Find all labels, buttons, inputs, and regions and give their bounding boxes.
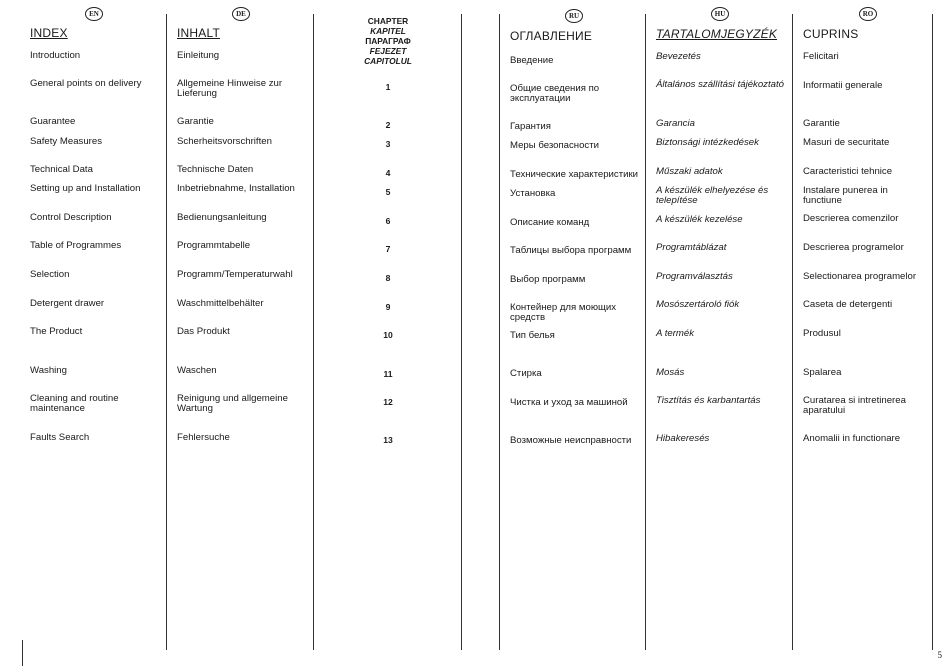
- index-item-en: The Product: [30, 326, 83, 337]
- column-divider: [461, 14, 462, 650]
- column-title-ru: ОГЛАВЛЕНИЕ: [510, 29, 593, 43]
- index-item-ro: Caracteristici tehnice: [803, 166, 893, 177]
- language-badge-de: DE: [232, 7, 250, 21]
- index-item-en: Detergent drawer: [30, 298, 105, 309]
- chapter-number: 8: [385, 273, 391, 283]
- index-item-de: Programm/Temperaturwahl: [177, 269, 293, 280]
- index-item-de: Reinigung und allgemeine Wartung: [177, 393, 288, 414]
- index-item-ru: Таблицы выбора программ: [510, 245, 632, 256]
- index-item-en: Guarantee: [30, 116, 76, 127]
- index-item-ro: Produsul: [803, 328, 841, 339]
- chapter-number: 4: [385, 168, 391, 178]
- chapter-label: CHAPTER: [367, 16, 409, 26]
- index-item-en: Table of Programmes: [30, 240, 122, 251]
- column-divider: [932, 14, 933, 650]
- index-item-hu: Műszaki adatok: [656, 166, 723, 177]
- chapter-number: 3: [385, 139, 391, 149]
- index-item-ro: Garantie: [803, 118, 840, 129]
- index-item-en: Washing: [30, 365, 67, 376]
- column-divider: [792, 14, 793, 650]
- column-title-ro: CUPRINS: [803, 27, 859, 41]
- chapter-label: CAPITOLUL: [364, 56, 412, 66]
- index-item-hu: Bevezetés: [656, 51, 701, 62]
- index-item-ru: Контейнер для моющих средств: [510, 302, 617, 323]
- index-item-hu: Általános szállítási tájékoztató: [656, 79, 784, 90]
- column-divider: [22, 640, 23, 666]
- index-item-de: Das Produkt: [177, 326, 230, 337]
- index-item-hu: Programválasztás: [656, 271, 733, 282]
- index-item-hu: Mosószertároló fiók: [656, 299, 740, 310]
- index-item-en: Selection: [30, 269, 70, 280]
- chapter-number: 7: [385, 244, 391, 254]
- column-title-hu: TARTALOMJEGYZÉK: [656, 27, 778, 41]
- language-badge-ro: RO: [859, 7, 877, 21]
- index-item-hu: Hibakeresés: [656, 433, 710, 444]
- chapter-label: FEJEZET: [369, 46, 407, 56]
- index-item-ro: Anomalii in functionare: [803, 433, 901, 444]
- index-item-ro: Informatii generale: [803, 80, 883, 91]
- index-item-de: Waschen: [177, 365, 217, 376]
- index-item-de: Bedienungsanleitung: [177, 212, 267, 223]
- column-divider: [499, 14, 500, 650]
- index-item-ru: Меры безопасности: [510, 140, 599, 151]
- column-divider: [166, 14, 167, 650]
- language-badge-ru: RU: [565, 9, 583, 23]
- index-item-ru: Гарантия: [510, 121, 551, 132]
- index-item-de: Allgemeine Hinweise zur Lieferung: [177, 78, 283, 99]
- chapter-number: 12: [383, 397, 393, 407]
- index-item-ro: Descrierea comenzilor: [803, 213, 899, 224]
- chapter-number: 13: [383, 435, 393, 445]
- language-badge-hu: HU: [711, 7, 729, 21]
- index-item-ru: Общие сведения по эксплуатации: [510, 83, 600, 104]
- index-item-de: Programmtabelle: [177, 240, 251, 251]
- index-item-de: Inbetriebnahme, Installation: [177, 183, 295, 194]
- chapter-number: 11: [383, 369, 393, 379]
- column-title-de: INHALT: [177, 26, 220, 40]
- index-item-hu: Tisztítás és karbantartás: [656, 395, 761, 406]
- index-item-ru: Выбор программ: [510, 274, 586, 285]
- chapter-heading: [318, 16, 458, 66]
- index-item-ru: Тип белья: [510, 330, 555, 341]
- index-item-ro: Spalarea: [803, 367, 842, 378]
- chapter-label: KAPITEL: [370, 26, 406, 36]
- chapter-number: 1: [385, 82, 391, 92]
- index-item-hu: Biztonsági intézkedések: [656, 137, 759, 148]
- index-item-hu: A készülék elhelyezése és telepítése: [656, 185, 769, 206]
- index-item-hu: A készülék kezelése: [656, 214, 743, 225]
- index-item-ru: Чистка и уход за машиной: [510, 397, 628, 408]
- index-item-ro: Felicitari: [803, 51, 839, 62]
- index-item-ru: Введение: [510, 55, 554, 66]
- column-divider: [313, 14, 314, 650]
- index-item-de: Garantie: [177, 116, 214, 127]
- language-badge-en: EN: [85, 7, 103, 21]
- index-item-ru: Технические характеристики: [510, 169, 639, 180]
- index-item-de: Scherheitsvorschriften: [177, 136, 272, 147]
- index-item-ru: Стирка: [510, 368, 542, 379]
- index-item-ru: Установка: [510, 188, 556, 199]
- chapter-number: 10: [383, 330, 393, 340]
- index-item-de: Fehlersuche: [177, 432, 230, 443]
- chapter-label: ПАРАГРАФ: [365, 36, 411, 46]
- index-item-ru: Возможные неисправности: [510, 435, 632, 446]
- index-item-hu: Mosás: [656, 367, 685, 378]
- index-item-de: Einleitung: [177, 50, 220, 61]
- chapter-number: 9: [385, 302, 391, 312]
- index-item-hu: Programtáblázat: [656, 242, 727, 253]
- index-item-ro: Curatarea si intretinerea aparatului: [803, 395, 906, 416]
- index-item-ro: Descrierea programelor: [803, 242, 904, 253]
- index-item-en: Cleaning and routine maintenance: [30, 393, 119, 414]
- index-item-de: Technische Daten: [177, 164, 254, 175]
- chapter-number: 5: [385, 187, 391, 197]
- index-item-hu: A termék: [656, 328, 695, 339]
- page-number: 5: [937, 650, 942, 660]
- index-item-ro: Selectionarea programelor: [803, 271, 917, 282]
- index-item-en: Faults Search: [30, 432, 90, 443]
- index-item-en: Safety Measures: [30, 136, 102, 147]
- index-item-en: Technical Data: [30, 164, 93, 175]
- index-item-en: Setting up and Installation: [30, 183, 141, 194]
- index-item-en: Introduction: [30, 50, 81, 61]
- index-item-en: General points on delivery: [30, 78, 142, 89]
- index-item-ro: Caseta de detergenti: [803, 299, 893, 310]
- index-item-de: Waschmittelbehälter: [177, 298, 264, 309]
- column-title-en: INDEX: [30, 26, 68, 40]
- index-item-ru: Описание команд: [510, 217, 590, 228]
- index-item-ro: Masuri de securitate: [803, 137, 890, 148]
- chapter-number: 2: [385, 120, 391, 130]
- index-item-en: Control Description: [30, 212, 112, 223]
- column-divider: [645, 14, 646, 650]
- index-item-hu: Garancia: [656, 118, 695, 129]
- chapter-number: 6: [385, 216, 391, 226]
- index-item-ro: Instalare punerea in functiune: [803, 185, 888, 206]
